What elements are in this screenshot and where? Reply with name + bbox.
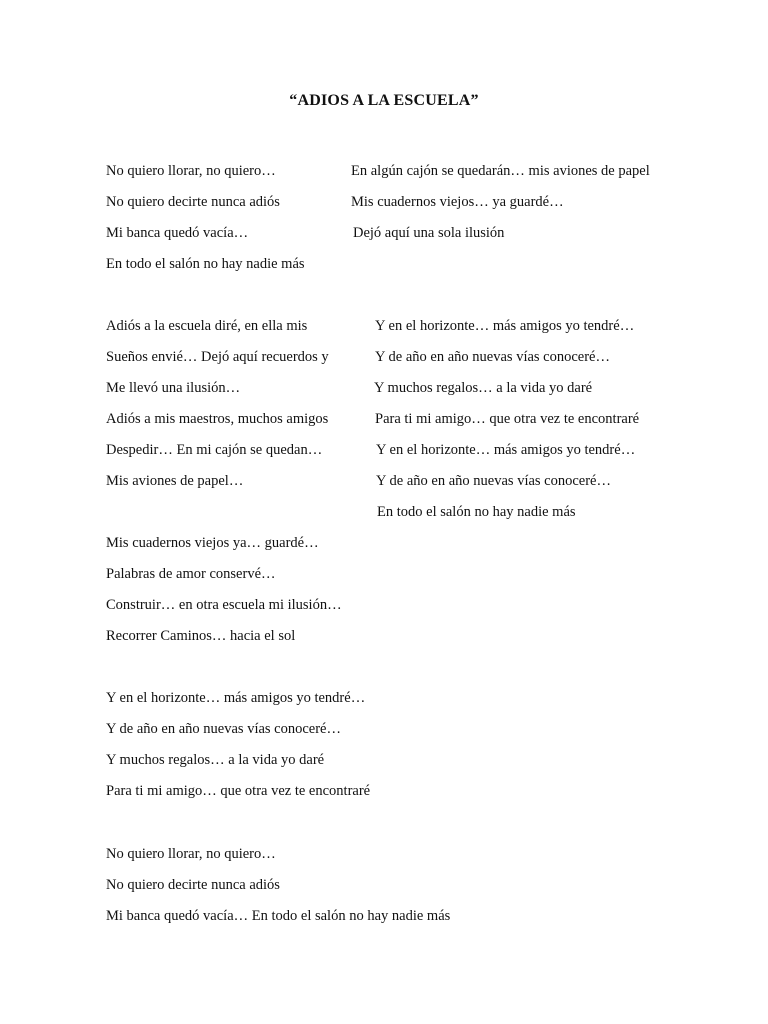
stanza4-line-3: Y muchos regalos… a la vida yo daré (106, 752, 325, 768)
stanza1-left-line-3: Mi banca quedó vacía… (106, 225, 249, 241)
stanza4-line-1: Y en el horizonte… más amigos yo tendré… (106, 690, 366, 706)
stanza2-right-line-4: Para ti mi amigo… que otra vez te encontraré (375, 411, 640, 427)
stanza2-left-line-6: Mis aviones de papel… (106, 473, 244, 489)
stanza2-right-line-6: Y de año en año nuevas vías conoceré… (376, 473, 611, 489)
stanza4-line-2: Y de año en año nuevas vías conoceré… (106, 721, 341, 737)
stanza1-left-line-1: No quiero llorar, no quiero… (106, 163, 276, 179)
stanza2-left-line-2: Sueños envié… Dejó aquí recuerdos y (106, 349, 329, 365)
stanza2-right-line-5: Y en el horizonte… más amigos yo tendré… (376, 442, 636, 458)
stanza2-right-line-7: En todo el salón no hay nadie más (377, 504, 576, 520)
stanza5-line-1: No quiero llorar, no quiero… (106, 846, 276, 862)
stanza1-right-line-1: En algún cajón se quedarán… mis aviones de papel (351, 163, 650, 179)
stanza5-line-2: No quiero decirte nunca adiós (106, 877, 280, 893)
stanza1-right-line-2: Mis cuadernos viejos… ya guardé… (351, 194, 564, 210)
stanza2-left-line-4: Adiós a mis maestros, muchos amigos (106, 411, 329, 427)
stanza3-line-1: Mis cuadernos viejos ya… guardé… (106, 535, 319, 551)
stanza2-right-line-1: Y en el horizonte… más amigos yo tendré… (375, 318, 635, 334)
stanza2-left-line-5: Despedir… En mi cajón se quedan… (106, 442, 323, 458)
poem-title: “ADIOS A LA ESCUELA” (289, 92, 479, 109)
stanza2-left-line-3: Me llevó una ilusión… (106, 380, 241, 396)
stanza2-left-line-1: Adiós a la escuela diré, en ella mis (106, 318, 308, 334)
stanza5-line-3: Mi banca quedó vacía… En todo el salón no hay nadie más (106, 908, 451, 924)
stanza3-line-3: Construir… en otra escuela mi ilusión… (106, 597, 342, 613)
stanza3-line-2: Palabras de amor conservé… (106, 566, 276, 582)
stanza3-line-4: Recorrer Caminos… hacia el sol (106, 628, 296, 644)
stanza1-left-line-4: En todo el salón no hay nadie más (106, 256, 305, 272)
stanza4-line-4: Para ti mi amigo… que otra vez te encontraré (106, 783, 371, 799)
stanza1-right-line-3: Dejó aquí una sola ilusión (353, 225, 505, 241)
stanza2-right-line-3: Y muchos regalos… a la vida yo daré (374, 380, 593, 396)
stanza1-left-line-2: No quiero decirte nunca adiós (106, 194, 280, 210)
stanza2-right-line-2: Y de año en año nuevas vías conoceré… (375, 349, 610, 365)
